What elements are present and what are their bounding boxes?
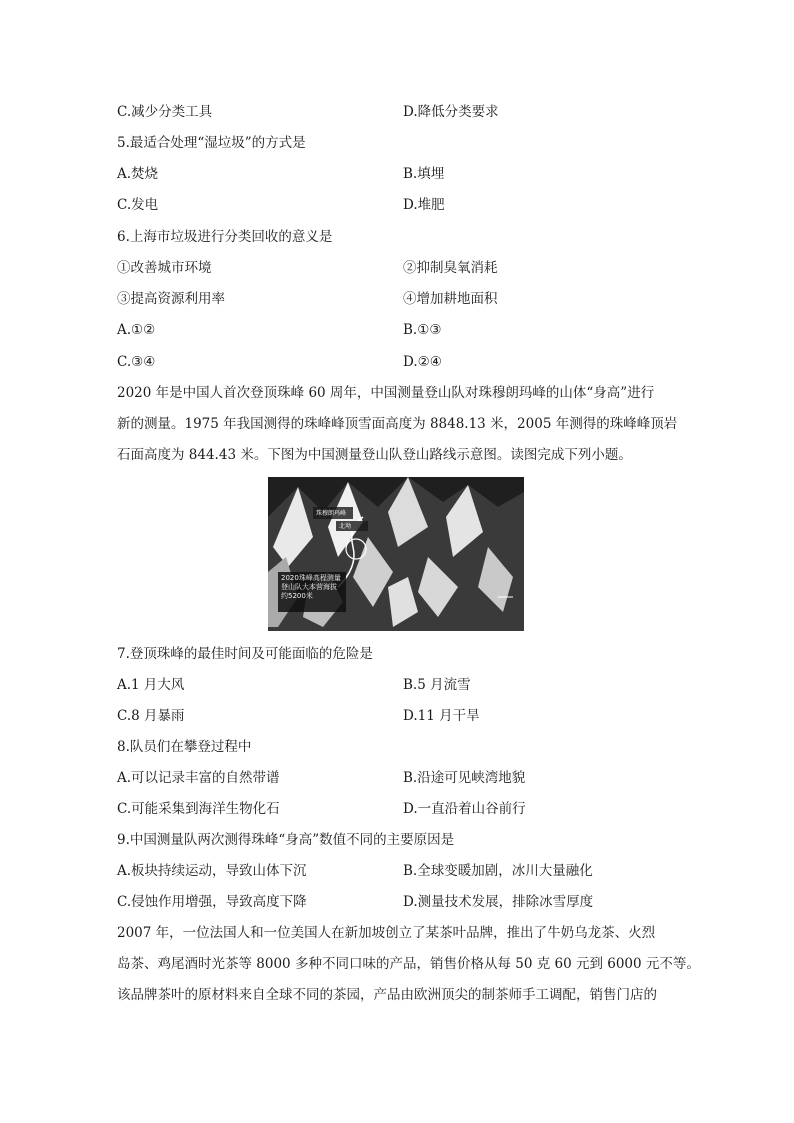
q5-options-cd — [117, 196, 677, 214]
passage3-line3: 该品牌茶叶的原材料来自全球不同的茶园，产品由欧洲顶尖的制茶师手工调配，销售门店的 — [117, 987, 657, 1003]
q8-option-c[interactable]: C.可能采集到海洋生物化石 — [117, 801, 280, 817]
q6-options-ab — [117, 321, 677, 339]
q6-option-d[interactable]: D.②④ — [403, 354, 442, 370]
q8-option-d[interactable]: D.一直沿着山谷前行 — [403, 801, 526, 817]
q5-stem: 5.最适合处理“湿垃圾”的方式是 — [117, 135, 306, 151]
q8-options-cd — [117, 800, 677, 818]
q9-options-cd — [117, 893, 677, 911]
q9-option-a[interactable]: A.板块持续运动，导致山体下沉 — [117, 863, 307, 879]
passage2-line2: 新的测量。1975 年我国测得的珠峰峰顶雪面高度为 8848.13 米，2005 年测得的珠峰峰顶岩 — [117, 416, 678, 432]
q7-option-b[interactable]: B.5 月流雪 — [403, 677, 471, 693]
q9-option-c[interactable]: C.侵蚀作用增强，导致高度下降 — [117, 894, 307, 910]
q4-option-c[interactable]: C.减少分类工具 — [117, 104, 213, 120]
map-label-col: 北坳 — [339, 523, 352, 530]
q9-option-d[interactable]: D.测量技术发展，排除冰雪厚度 — [403, 894, 594, 910]
q5-option-a[interactable]: A.焚烧 — [117, 166, 159, 182]
q6-statement-1: ①改善城市环境 — [117, 260, 212, 276]
q8-option-a[interactable]: A.可以记录丰富的自然带谱 — [117, 770, 280, 786]
q8-option-b[interactable]: B.沿途可见峡湾地貌 — [403, 770, 526, 786]
q8-stem: 8.队员们在攀登过程中 — [117, 739, 252, 755]
terrain-image — [268, 477, 524, 631]
q6-option-c[interactable]: C.③④ — [117, 354, 156, 370]
passage2-line1: 2020 年是中国人首次登顶珠峰 60 周年，中国测量登山队对珠穆朗玛峰的山体“身高”进行 — [117, 385, 655, 401]
q5-option-d[interactable]: D.堆肥 — [403, 197, 445, 213]
q7-stem: 7.登顶珠峰的最佳时间及可能面临的危险是 — [117, 646, 373, 662]
q6-option-b[interactable]: B.①③ — [403, 322, 442, 338]
passage3-line1: 2007 年，一位法国人和一位美国人在新加坡创立了某茶叶品牌，推出了牛奶乌龙茶、火烈 — [117, 925, 656, 941]
map-caption: 2020珠峰高程测量登山队大本营海拔约5200米 — [281, 574, 341, 600]
q7-options-cd — [117, 707, 677, 725]
q6-options-cd — [117, 353, 677, 371]
q4-options-cd — [117, 103, 677, 121]
map-label-peak: 珠穆朗玛峰 — [316, 510, 347, 517]
q7-option-c[interactable]: C.8 月暴雨 — [117, 708, 185, 724]
passage2-line3: 石面高度为 844.43 米。下图为中国测量登山队登山路线示意图。读图完成下列小题。 — [117, 447, 632, 463]
q6-option-a[interactable]: A.①② — [117, 322, 156, 338]
climbing-route-map — [268, 477, 524, 631]
q6-statements-12 — [117, 259, 677, 277]
q7-options-ab — [117, 676, 677, 694]
q8-options-ab — [117, 769, 677, 787]
q5-options-ab — [117, 165, 677, 183]
q6-stem: 6.上海市垃圾进行分类回收的意义是 — [117, 229, 333, 245]
q6-statement-3: ③提高资源利用率 — [117, 291, 225, 307]
q7-option-d[interactable]: D.11 月干旱 — [403, 708, 480, 724]
q6-statement-2: ②抑制臭氧消耗 — [403, 260, 498, 276]
q9-options-ab — [117, 862, 677, 880]
q5-option-b[interactable]: B.填埋 — [403, 166, 445, 182]
passage3-line2: 岛茶、鸡尾酒时光茶等 8000 多种不同口味的产品，销售价格从每 50 克 60 元到 6000 元不等。 — [117, 956, 700, 972]
q7-option-a[interactable]: A.1 月大风 — [117, 677, 185, 693]
q6-statements-34 — [117, 290, 677, 308]
q9-stem: 9.中国测量队两次测得珠峰“身高”数值不同的主要原因是 — [117, 832, 455, 848]
q6-statement-4: ④增加耕地面积 — [403, 291, 498, 307]
q5-option-c[interactable]: C.发电 — [117, 197, 159, 213]
q4-option-d[interactable]: D.降低分类要求 — [403, 104, 499, 120]
q9-option-b[interactable]: B.全球变暖加剧，冰川大量融化 — [403, 863, 593, 879]
